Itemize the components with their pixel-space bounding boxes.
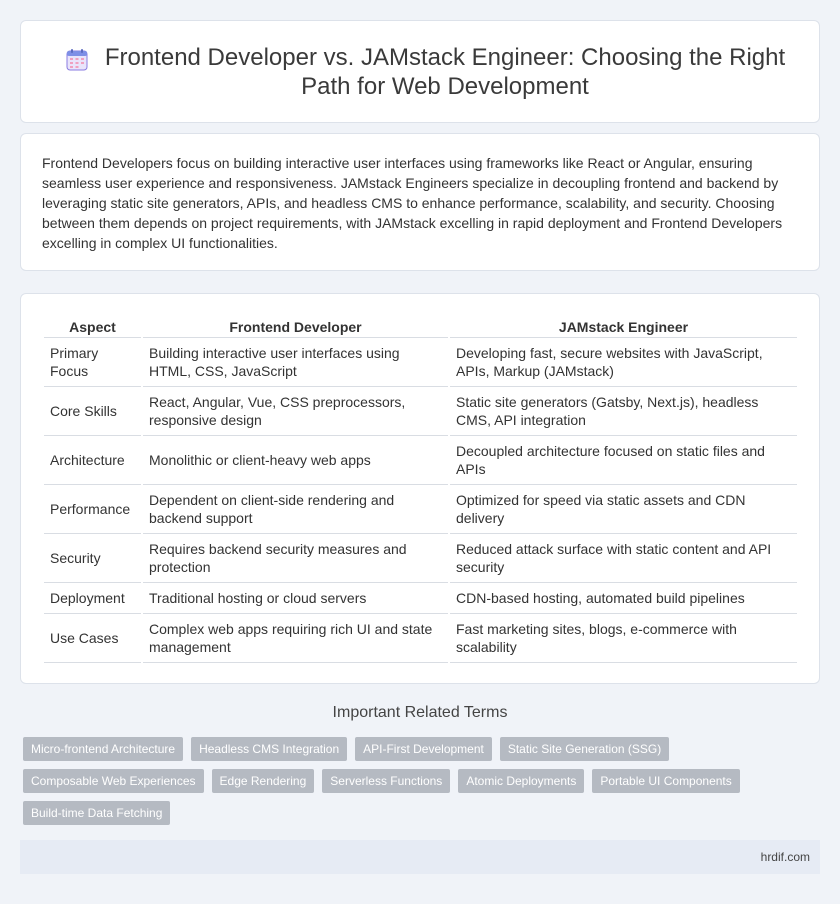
frontend-cell: Requires backend security measures and protection (143, 534, 448, 583)
aspect-cell: Use Cases (44, 614, 141, 663)
related-term-tag[interactable]: Portable UI Components (592, 769, 739, 793)
aspect-cell: Security (44, 534, 141, 583)
table-row (44, 614, 797, 663)
table-row (44, 485, 797, 534)
intro-paragraph: Frontend Developers focus on building interactive user interfaces using frameworks like React or Angular, ensuring seamless user experience and responsiveness. JAMstack Engineers specialize in decoupling frontend and backend by leveraging static site generators, APIs, and headless CMS to enhance performance, scalability, and security. Choosing between them depends on project requirements, with JAMstack excelling in rapid deployment and Frontend Developers excelling in complex UI functionalities. (42, 155, 783, 251)
related-terms-heading: Important Related Terms (332, 704, 508, 721)
related-term-tag[interactable]: Static Site Generation (SSG) (500, 737, 669, 761)
jamstack-cell: Fast marketing sites, blogs, e-commerce with scalability (450, 614, 797, 663)
aspect-cell: Core Skills (44, 387, 141, 436)
aspect-cell: Deployment (44, 583, 141, 614)
frontend-cell: Monolithic or client-heavy web apps (143, 436, 448, 485)
title-card (20, 20, 820, 123)
frontend-cell: React, Angular, Vue, CSS preprocessors, responsive design (143, 387, 448, 436)
related-term-tag[interactable]: Composable Web Experiences (23, 769, 204, 793)
table-row (44, 583, 797, 614)
column-header-frontend: Frontend Developer (143, 314, 448, 338)
frontend-cell: Dependent on client-side rendering and backend support (143, 485, 448, 534)
frontend-cell: Building interactive user interfaces using HTML, CSS, JavaScript (143, 338, 448, 387)
related-term-tag[interactable]: Atomic Deployments (458, 769, 584, 793)
jamstack-cell: Reduced attack surface with static content and API security (450, 534, 797, 583)
aspect-cell: Architecture (44, 436, 141, 485)
related-term-tag[interactable]: Build-time Data Fetching (23, 801, 170, 825)
jamstack-cell: Decoupled architecture focused on static files and APIs (450, 436, 797, 485)
table-row (44, 338, 797, 387)
intro-card (20, 133, 820, 271)
column-header-aspect: Aspect (44, 314, 141, 338)
comparison-card (20, 293, 820, 684)
related-term-tag[interactable]: Micro-frontend Architecture (23, 737, 183, 761)
related-term-tag[interactable]: Headless CMS Integration (191, 737, 347, 761)
jamstack-cell: Static site generators (Gatsby, Next.js), headless CMS, API integration (450, 387, 797, 436)
related-term-tag[interactable]: Serverless Functions (322, 769, 450, 793)
column-header-jamstack: JAMstack Engineer (450, 314, 797, 338)
aspect-cell: Performance (44, 485, 141, 534)
jamstack-cell: Optimized for speed via static assets and CDN delivery (450, 485, 797, 534)
table-row (44, 387, 797, 436)
table-row (44, 436, 797, 485)
related-terms-list (23, 737, 823, 825)
related-term-tag[interactable]: API-First Development (355, 737, 492, 761)
table-row (44, 534, 797, 583)
page-title: Frontend Developer vs. JAMstack Engineer: Choosing the Right Path for Web Development (104, 44, 786, 100)
footer (20, 840, 820, 874)
jamstack-cell: CDN-based hosting, automated build pipelines (450, 583, 797, 614)
table-header-row (44, 314, 797, 338)
related-term-tag[interactable]: Edge Rendering (212, 769, 315, 793)
frontend-cell: Traditional hosting or cloud servers (143, 583, 448, 614)
aspect-cell: Primary Focus (44, 338, 141, 387)
jamstack-cell: Developing fast, secure websites with JavaScript, APIs, Markup (JAMstack) (450, 338, 797, 387)
frontend-cell: Complex web apps requiring rich UI and state management (143, 614, 448, 663)
footer-site-link[interactable]: hrdif.com (760, 850, 810, 864)
comparison-table (42, 314, 799, 663)
